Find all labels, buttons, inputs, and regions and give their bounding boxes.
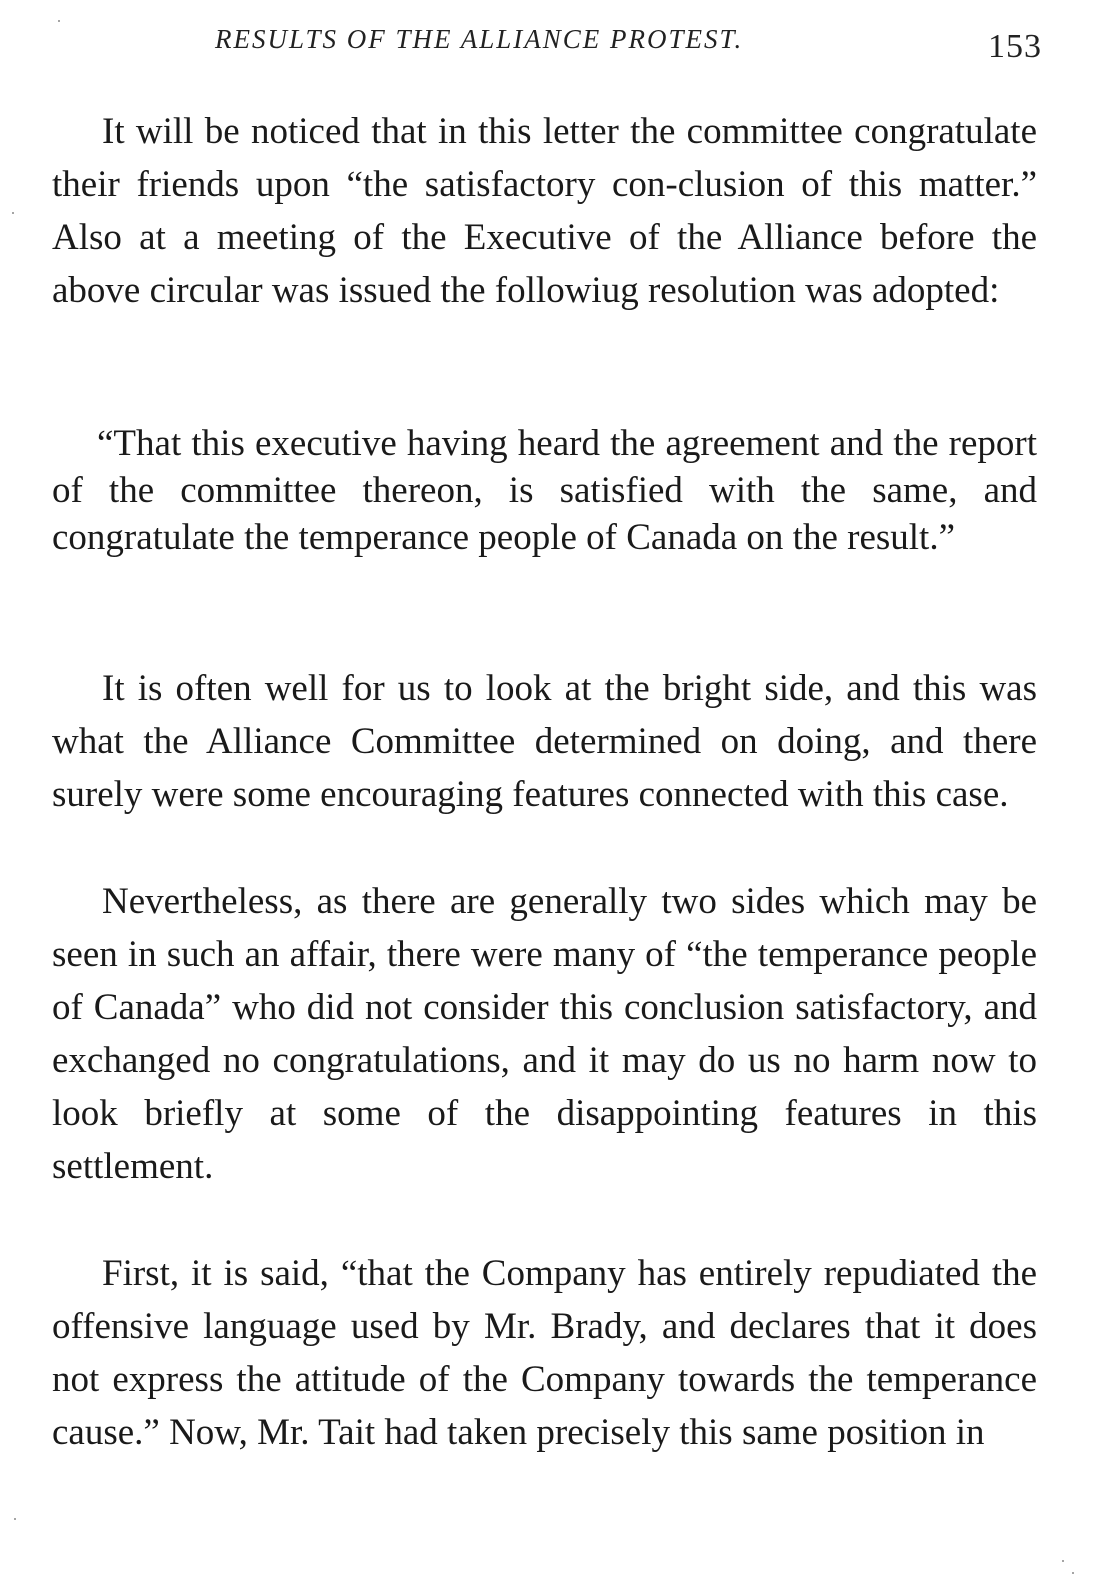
scan-speck <box>58 20 60 22</box>
paragraph-nevertheless <box>52 875 1037 1193</box>
paragraph-text: It will be noticed that in this letter the committee congratulate their friends upon “the satisfactory con-clusion of this matter.” Also at a meeting of the Executive of the Alliance before the above circular was issued the followiug resolution was adopted: <box>52 111 1037 311</box>
scan-speck <box>12 212 14 214</box>
scan-speck <box>1072 1572 1074 1574</box>
paragraph-noticed-letter <box>52 105 1037 317</box>
scan-speck <box>1062 1560 1064 1562</box>
page-number: 153 <box>988 28 1042 65</box>
quote-text: “That this executive having heard the agreement and the report of the committee thereon, is satisfied with the same, and congratulate the temperance people of Canada on the result.” <box>52 423 1037 558</box>
paragraph-first-said <box>52 1247 1037 1459</box>
running-head: RESULTS OF THE ALLIANCE PROTEST. <box>215 24 744 54</box>
paragraph-bright-side <box>52 662 1037 821</box>
quoted-resolution <box>52 420 1037 561</box>
paragraph-text: First, it is said, “that the Company has entirely repudiated the offensive language used by Mr. Brady, and declares that it does not express the attitude of the Company towards the temperance cause.” Now, Mr. Tait had taken precisely this same position in <box>52 1253 1037 1453</box>
scan-speck <box>14 1518 16 1520</box>
paragraph-text: It is often well for us to look at the bright side, and this was what the Alliance Committee determined on doing, and there surely were some encouraging features connected with this case. <box>52 668 1037 815</box>
paragraph-text: Nevertheless, as there are generally two sides which may be seen in such an affair, there were many of “the temperance people of Canada” who did not consider this conclusion satisfactory, and exchanged no congratulations, and it may do us no harm now to look briefly at some of the disappointing features in this settlement. <box>52 881 1037 1187</box>
